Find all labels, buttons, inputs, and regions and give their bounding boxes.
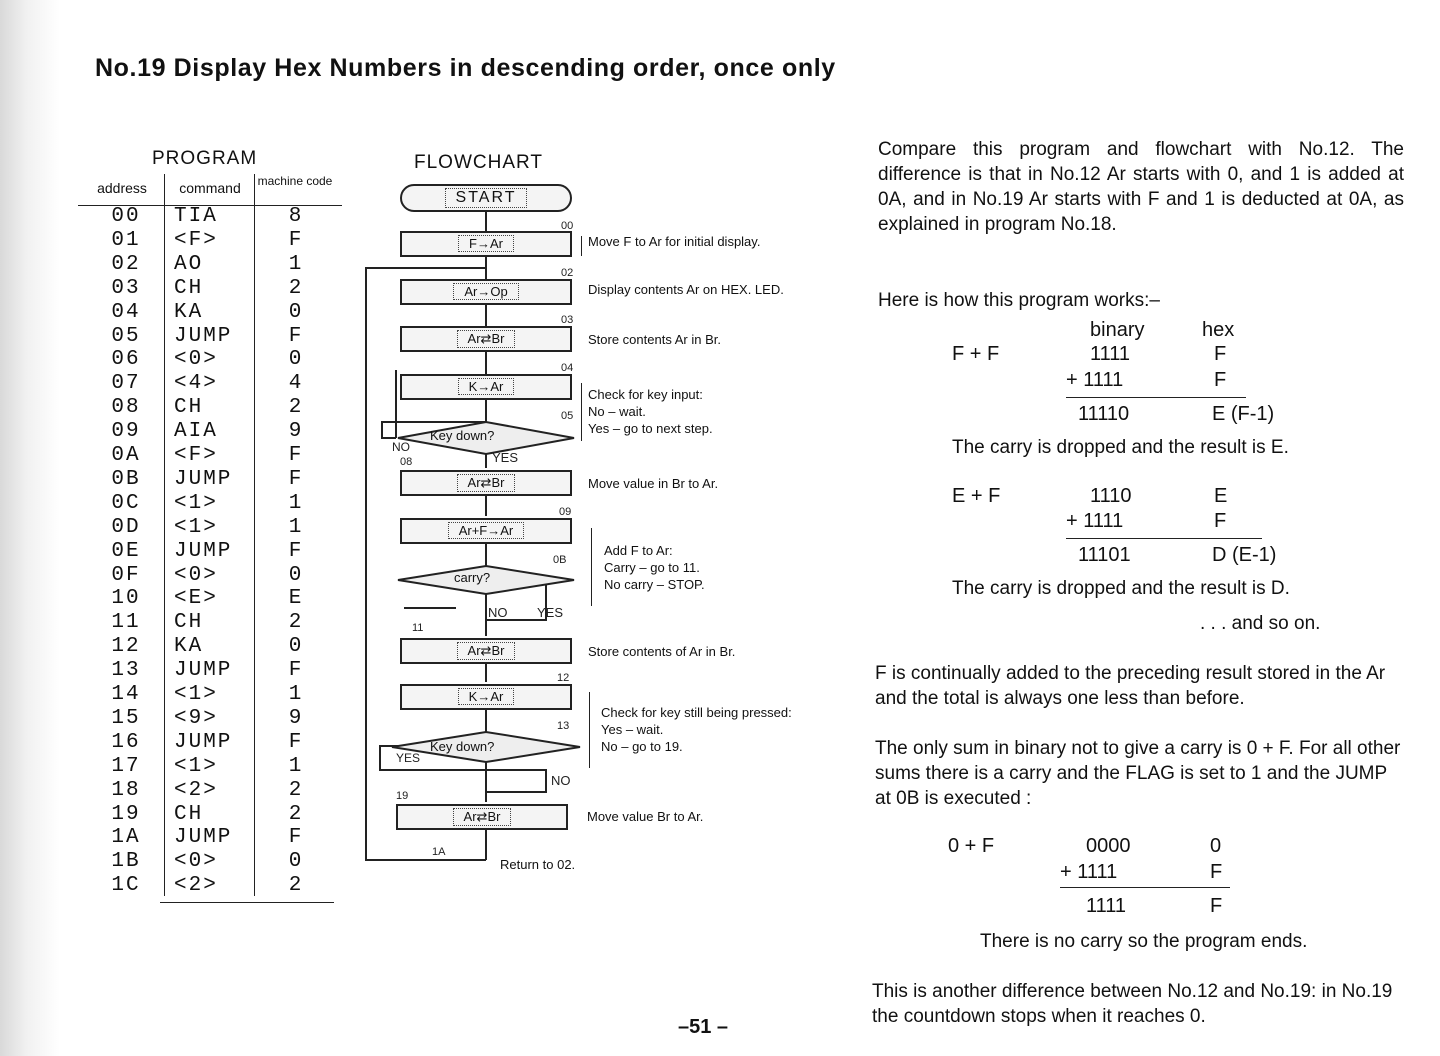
program-address: 17 (111, 754, 141, 778)
program-command: JUMP (174, 539, 233, 563)
program-machine-code: F (288, 659, 304, 683)
ex3-r: 1111 (1086, 895, 1127, 917)
ex1-note: The carry is dropped and the result is E. (952, 437, 1289, 458)
table-divider-2 (254, 174, 255, 896)
program-command: JUMP (174, 324, 233, 348)
paragraph-another: This is another difference between No.12 and No.19: in No.19 the countdown stops when it reaches 0. (872, 981, 1393, 1027)
ex2-b: + 1111 (1066, 510, 1124, 532)
program-address: 10 (111, 587, 141, 611)
program-command: <F> (174, 228, 218, 252)
ex2-rule (1066, 538, 1262, 539)
decision-key-down-2: Key down? (430, 739, 495, 754)
box-key-input-2: K→Ar (400, 684, 572, 710)
program-command: CH (174, 611, 204, 635)
program-machine-code: 0 (288, 850, 304, 874)
carry-no-label: NO (488, 605, 508, 620)
program-command: <2> (174, 778, 218, 802)
ex3-note: There is no carry so the program ends. (980, 931, 1308, 952)
paragraph-continual: F is continually added to the preceding result stored in the Ar and the total is always one less than before. (875, 663, 1386, 709)
ex3-rule (1060, 887, 1230, 888)
note-store: Store contents Ar in Br. (588, 332, 721, 347)
note-bracket-3 (591, 528, 592, 606)
addr-label-08: 08 (400, 456, 413, 468)
program-address: 15 (111, 706, 141, 730)
addr-label-19: 19 (396, 790, 409, 802)
program-address: 00 (111, 205, 141, 228)
key2-yes-label: YES (396, 751, 421, 765)
page-edge-shadow (0, 0, 60, 1056)
box-store-1: Ar⇄Br (400, 326, 572, 352)
note-key-still: Check for key still being pressed: Yes – wait. No – go to 19. (601, 705, 792, 754)
program-address: 01 (111, 228, 141, 252)
program-machine-code: 4 (288, 372, 304, 396)
program-machine-code: F (288, 324, 304, 348)
program-address: 09 (111, 420, 141, 444)
program-machine-code: 1 (288, 754, 304, 778)
ex2-rh: D (E-1) (1212, 544, 1277, 566)
program-address: 05 (111, 324, 141, 348)
program-command: <4> (174, 372, 218, 396)
and-so-on: . . . and so on. (1200, 613, 1321, 634)
program-command: <1> (174, 515, 218, 539)
ex1-bh: F (1214, 369, 1227, 391)
program-address: 16 (111, 730, 141, 754)
note-move-br: Move value in Br to Ar. (588, 476, 719, 491)
ex3-label: 0 + F (948, 835, 995, 857)
program-command: KA (174, 635, 204, 659)
note-bracket-1 (581, 236, 582, 256)
box-move-f: F→Ar (400, 231, 572, 257)
ex1-b: + 1111 (1066, 369, 1124, 391)
program-machine-code: 2 (288, 874, 304, 898)
program-machine-code: F (288, 228, 304, 252)
note-key-input: Check for key input: No – wait. Yes – go to next step. (588, 387, 713, 436)
program-machine-code: 1 (288, 683, 304, 706)
program-command: <2> (174, 874, 218, 898)
program-address: 1C (111, 874, 141, 898)
ex2-a: 1110 (1090, 485, 1132, 507)
program-machine-code: E (288, 587, 304, 611)
program-command: AIA (174, 420, 218, 444)
ex1-rule (1066, 397, 1246, 398)
note-bracket-2 (581, 383, 582, 441)
decision-key-down-1: Key down? (430, 428, 495, 443)
page-title: No.19 Display Hex Numbers in descending order, once only (95, 54, 836, 82)
program-address: 03 (111, 276, 141, 300)
program-machine-code: 8 (288, 205, 304, 228)
program-address: 1B (111, 850, 141, 874)
box-add: Ar+F→Ar (400, 518, 572, 544)
program-machine-code: 2 (288, 396, 304, 420)
key1-yes-label: YES (492, 450, 519, 465)
decision-carry: carry? (454, 570, 491, 585)
col-machine-code-header: machine code (257, 174, 333, 188)
program-address: 04 (111, 300, 141, 324)
program-heading: PROGRAM (152, 148, 258, 169)
ex1-ah: F (1214, 343, 1227, 365)
program-machine-code: F (288, 539, 304, 563)
col-binary-label: binary (1090, 319, 1145, 341)
program-address: 1A (111, 826, 141, 850)
program-command: <0> (174, 348, 218, 372)
program-address: 11 (111, 611, 141, 635)
ex3-rh: F (1210, 895, 1223, 917)
ex3-a: 0000 (1086, 835, 1131, 857)
ex3-bh: F (1210, 861, 1223, 883)
ex1-r: 11110 (1078, 403, 1130, 425)
program-address: 07 (111, 372, 141, 396)
program-command: <1> (174, 683, 218, 706)
addr-label-11: 11 (412, 622, 424, 634)
note-return: Return to 02. (500, 857, 576, 872)
program-command: CH (174, 276, 204, 300)
box-store-2: Ar⇄Br (400, 638, 572, 664)
addr-label-0b: 0B (553, 554, 567, 566)
col-hex-label: hex (1202, 319, 1235, 341)
program-command: KA (174, 300, 204, 324)
program-command: <1> (174, 491, 218, 515)
program-address: 13 (111, 659, 141, 683)
program-machine-code: 2 (288, 276, 304, 300)
addr-label-12: 12 (557, 672, 570, 684)
program-address: 0D (111, 515, 141, 539)
ex3-b: + 1111 (1060, 861, 1118, 883)
program-command: JUMP (174, 730, 233, 754)
program-command: JUMP (174, 826, 233, 850)
addr-label-05: 05 (561, 410, 574, 422)
ex1-label: F + F (952, 343, 1000, 365)
addr-label-00: 00 (561, 220, 574, 232)
note-move-f: Move F to Ar for initial display. (588, 234, 761, 249)
ex3-ah: 0 (1210, 835, 1222, 857)
ex2-note: The carry is dropped and the result is D. (952, 578, 1290, 599)
program-command: <F> (174, 444, 218, 467)
addr-label-04: 04 (561, 362, 574, 374)
addr-label-03: 03 (561, 314, 574, 326)
box-move-br: Ar⇄Br (400, 470, 572, 496)
key2-no-label: NO (551, 773, 571, 788)
program-machine-code: F (288, 467, 304, 491)
box-display: Ar→Op (400, 279, 572, 305)
program-machine-code: 2 (288, 802, 304, 826)
program-machine-code: 9 (288, 706, 304, 730)
addr-label-1a: 1A (432, 846, 446, 858)
ex2-bh: F (1214, 510, 1227, 532)
program-machine-code: F (288, 730, 304, 754)
program-address: 12 (111, 635, 141, 659)
program-command: <1> (174, 754, 218, 778)
program-machine-code: 1 (288, 515, 304, 539)
program-command: <0> (174, 850, 218, 874)
flowchart-heading: FLOWCHART (414, 152, 543, 173)
program-address: 0F (111, 563, 141, 587)
program-command: JUMP (174, 659, 233, 683)
carry-yes-label: YES (537, 605, 564, 620)
program-machine-code: F (288, 444, 304, 467)
program-command: CH (174, 802, 204, 826)
col-address-header: address (97, 180, 147, 196)
box-key-input-1: K→Ar (400, 374, 572, 400)
col-command-header: command (179, 180, 241, 196)
key1-no-label: NO (392, 440, 410, 454)
box-final-move: Ar⇄Br (396, 804, 568, 830)
program-address: 0B (111, 467, 141, 491)
program-machine-code: 1 (288, 491, 304, 515)
program-address: 18 (111, 778, 141, 802)
note-final: Move value Br to Ar. (587, 809, 704, 824)
paragraph-only-sum: The only sum in binary not to give a carry is 0 + F. For all other sums there is a carry and the FLAG is set to 1 and the JUMP at 0B is executed : (875, 738, 1401, 809)
table-bottom-rule (160, 902, 334, 903)
program-address: 0A (111, 444, 141, 467)
paragraph-how: Here is how this program works:– (878, 290, 1160, 311)
program-machine-code: 0 (288, 635, 304, 659)
page-number: –51 – (678, 1016, 729, 1038)
addr-label-13: 13 (557, 720, 570, 732)
program-command: CH (174, 396, 204, 420)
note-display: Display contents Ar on HEX. LED. (588, 282, 784, 297)
program-command: JUMP (174, 467, 233, 491)
program-machine-code: 0 (288, 300, 304, 324)
program-address: 02 (111, 252, 141, 276)
addr-label-09: 09 (559, 506, 572, 518)
ex1-rh: E (F-1) (1212, 403, 1275, 425)
program-address: 0C (111, 491, 141, 515)
program-machine-code: 9 (288, 420, 304, 444)
note-store-2: Store contents of Ar in Br. (588, 644, 736, 659)
program-address: 08 (111, 396, 141, 420)
ex2-r: 11101 (1078, 544, 1131, 566)
addr-label-02: 02 (561, 267, 574, 279)
program-command: TIA (174, 205, 218, 228)
program-command: <9> (174, 706, 218, 730)
flowchart-start: START (400, 184, 572, 212)
program-address: 19 (111, 802, 141, 826)
program-machine-code: 1 (288, 252, 304, 276)
table-divider-1 (164, 174, 165, 896)
ex2-ah: E (1214, 485, 1228, 507)
program-address: 0E (111, 539, 141, 563)
program-machine-code: 2 (288, 611, 304, 635)
program-command: <E> (174, 587, 218, 611)
paragraph-compare: Compare this program and flowchart with No.12. The difference is that in No.12 Ar starts with 0, and 1 is added at 0A, and in No.19 Ar starts with F and 1 is deducted at 0A, as explained in program No.18. (878, 139, 1404, 235)
program-command: <0> (174, 563, 218, 587)
program-machine-code: 0 (288, 563, 304, 587)
program-address: 06 (111, 348, 141, 372)
ex1-a: 1111 (1090, 343, 1131, 365)
note-bracket-4 (589, 692, 590, 768)
note-add: Add F to Ar: Carry – go to 11. No carry – STOP. (604, 543, 705, 592)
program-machine-code: 0 (288, 348, 304, 372)
program-machine-code: F (288, 826, 304, 850)
program-command: AO (174, 252, 204, 276)
program-address: 14 (111, 683, 141, 706)
ex2-label: E + F (952, 485, 1001, 507)
program-machine-code: 2 (288, 778, 304, 802)
